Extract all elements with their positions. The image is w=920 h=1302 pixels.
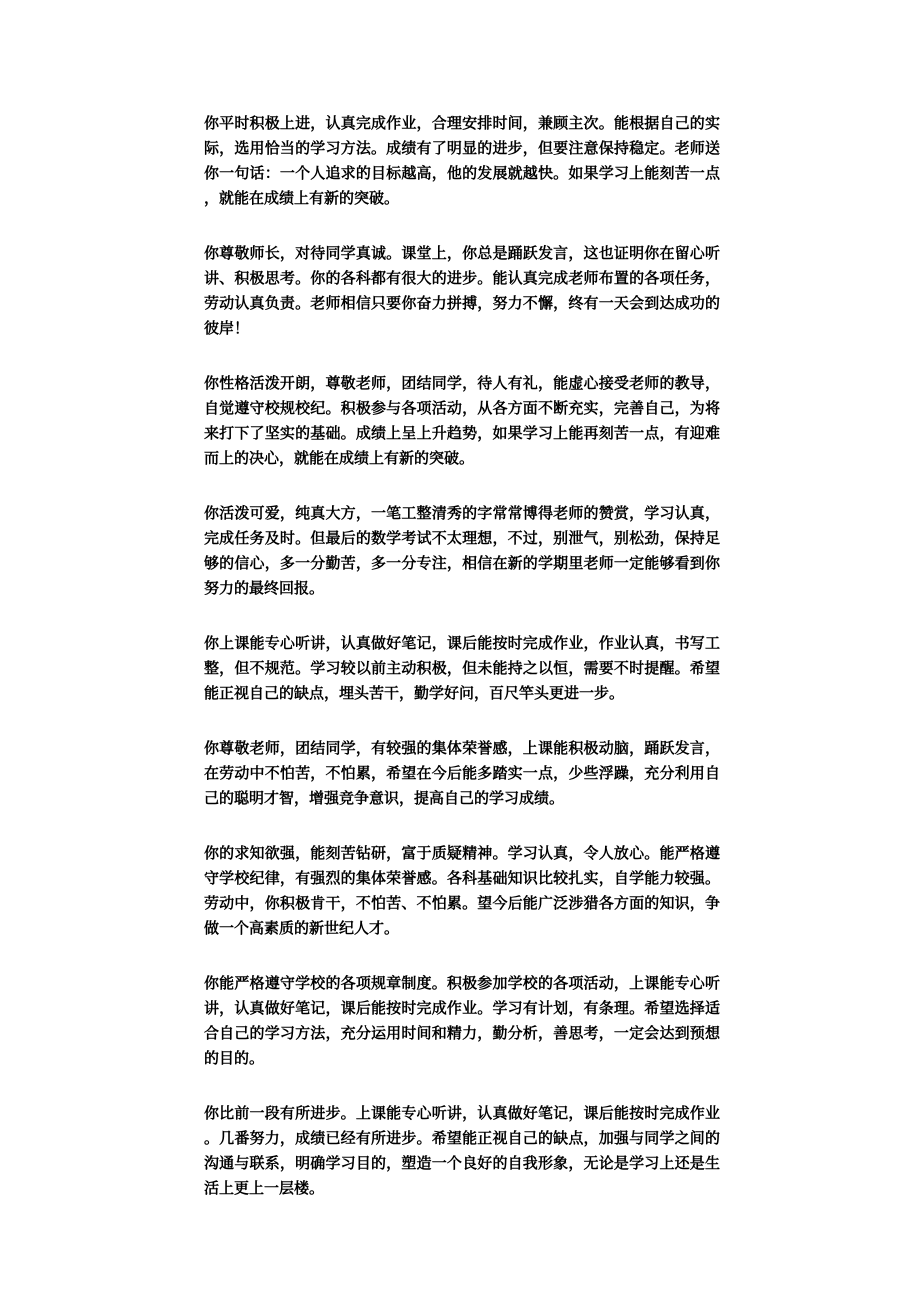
comment-paragraph-4: 你活泼可爱，纯真大方，一笔工整清秀的字常常博得老师的赞赏，学习认真，完成任务及时。但最后的数学考试不太理想，不过，别泄气，别松劲，保持足够的信心，多一分勤苦，多一分专注，相信在新的学期里老师一定能够看到你努力的最终回报。: [204, 504, 720, 597]
comment-paragraph-5: 你上课能专心听讲，认真做好笔记，课后能按时完成作业，作业认真，书写工整，但不规范。学习较以前主动积极，但未能持之以恒，需要不时提醒。希望能正视自己的缺点，埋头苦干，勤学好问，百尺竿头更进一步。: [204, 634, 720, 702]
comment-paragraph-7: 你的求知欲强，能刻苦钻研，富于质疑精神。学习认真，令人放心。能严格遵守学校纪律，有强烈的集体荣誉感。各科基础知识比较扎实，自学能力较强。劳动中，你积极肯干，不怕苦、不怕累。望今后能广泛涉猎各方面的知识，争做一个高素质的新世纪人才。: [204, 844, 720, 937]
comment-paragraph-1: 你平时积极上进，认真完成作业，合理安排时间，兼顾主次。能根据自己的实际，选用恰当的学习方法。成绩有了明显的进步，但要注意保持稳定。老师送你一句话：一个人追求的目标越高，他的发展就越快。如果学习上能刻苦一点，就能在成绩上有新的突破。: [204, 114, 720, 207]
comment-paragraph-8: 你能严格遵守学校的各项规章制度。积极参加学校的各项活动，上课能专心听讲，认真做好笔记，课后能按时完成作业。学习有计划，有条理。希望选择适合自己的学习方法，充分运用时间和精力，勤分析，善思考，一定会达到预想的目的。: [204, 974, 720, 1067]
comment-paragraph-9: 你比前一段有所进步。上课能专心听讲，认真做好笔记，课后能按时完成作业。几番努力，成绩已经有所进步。希望能正视自己的缺点，加强与同学之间的沟通与联系，明确学习目的，塑造一个良好的自我形象，无论是学习上还是生活上更上一层楼。: [204, 1104, 720, 1197]
comment-paragraph-3: 你性格活泼开朗，尊敬老师，团结同学，待人有礼，能虚心接受老师的教导，自觉遵守校规校纪。积极参与各项活动，从各方面不断充实，完善自己，为将来打下了坚实的基础。成绩上呈上升趋势，如果学习上能再刻苦一点，有迎难而上的决心，就能在成绩上有新的突破。: [204, 374, 720, 467]
comment-paragraph-6: 你尊敬老师，团结同学，有较强的集体荣誉感，上课能积极动脑，踊跃发言，在劳动中不怕苦，不怕累，希望在今后能多踏实一点，少些浮躁，充分利用自己的聪明才智，增强竞争意识，提高自己的学习成绩。: [204, 739, 720, 807]
comment-paragraph-2: 你尊敬师长，对待同学真诚。课堂上，你总是踊跃发言，这也证明你在留心听讲、积极思考。你的各科都有很大的进步。能认真完成老师布置的各项任务，劳动认真负责。老师相信只要你奋力拼搏，努力不懈，终有一天会到达成功的彼岸！: [204, 244, 720, 337]
document-body: [204, 111, 720, 1231]
